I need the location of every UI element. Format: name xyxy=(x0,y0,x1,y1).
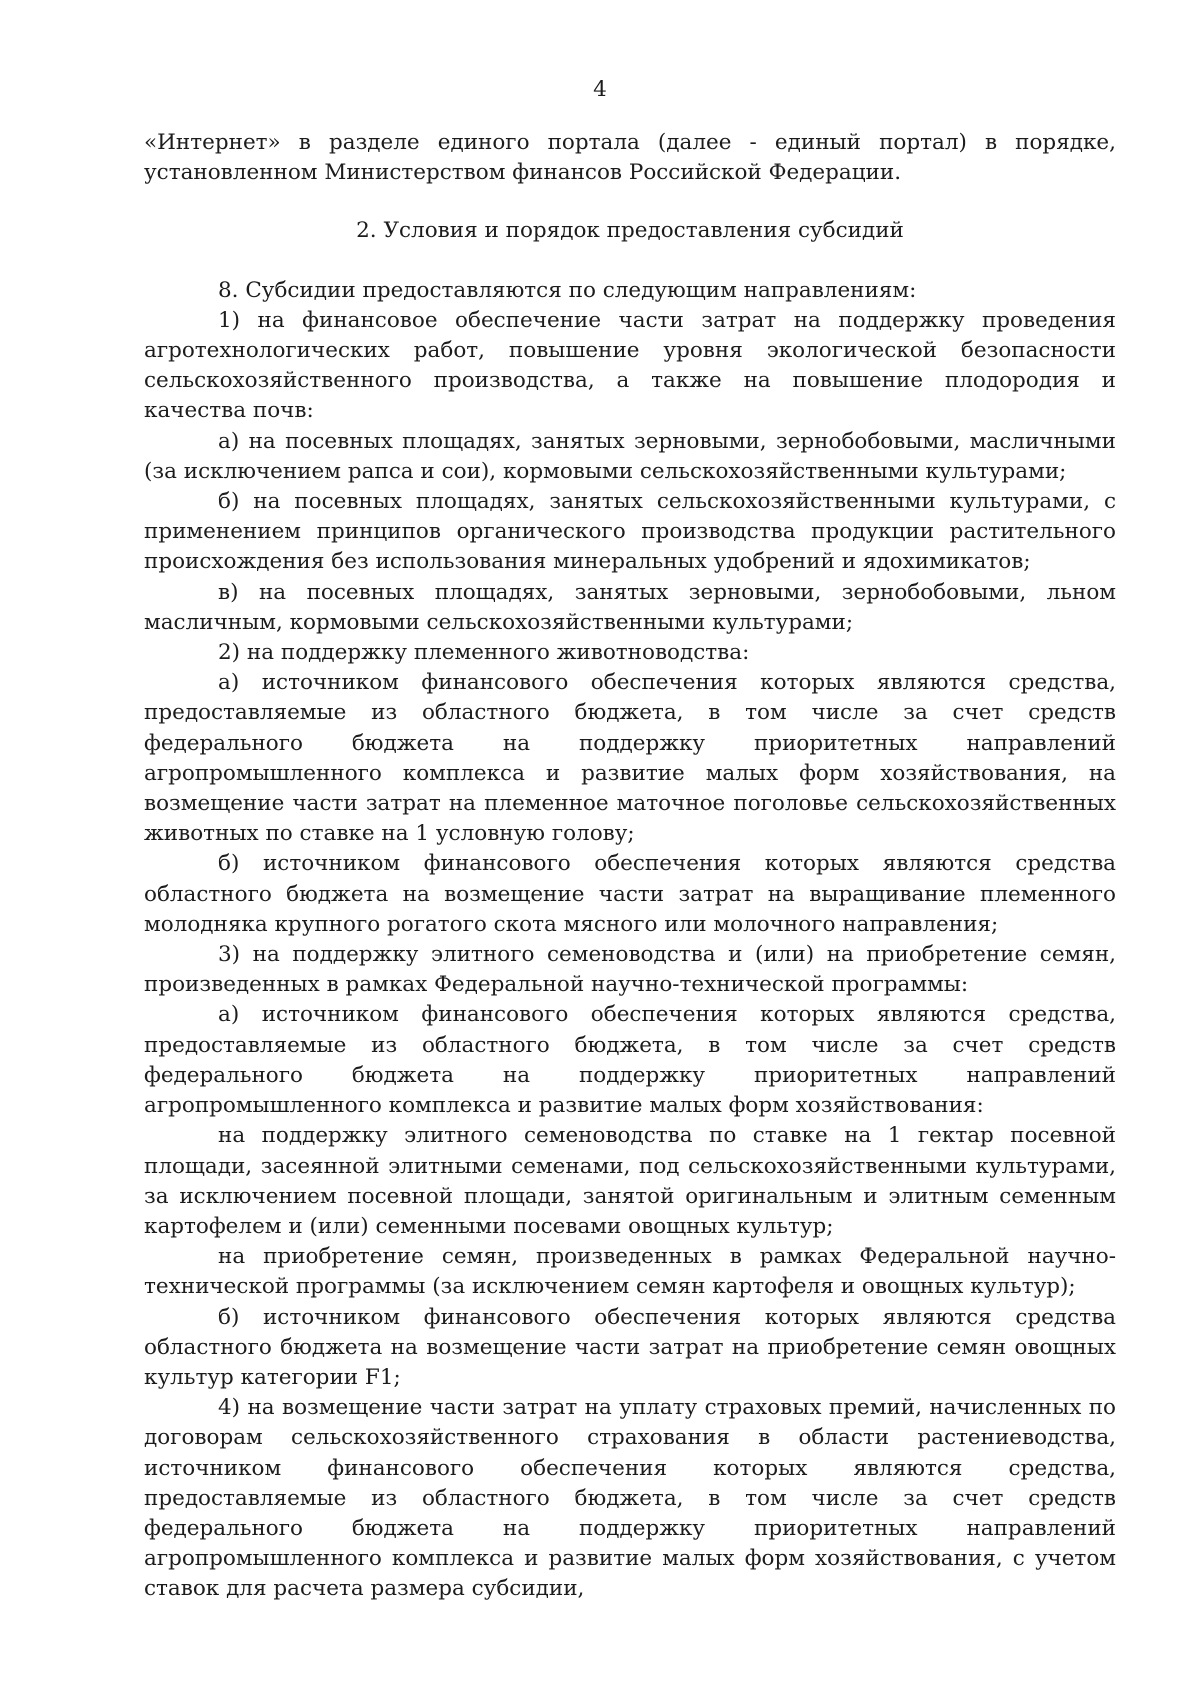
paragraph-8: 8. Субсидии предоставляются по следующим направлениям: xyxy=(218,277,917,303)
intro-paragraph: «Интернет» в разделе единого портала (далее - единый портал) в порядке, установленном Министерством финансов Российской Федерации. xyxy=(144,130,1116,186)
paragraph-item-1b: б) на посевных площадях, занятых сельскохозяйственными культурами, с применением принципов органического производства продукции растительного происхождения без использования минеральных удобрений и ядохимикатов; xyxy=(144,489,1116,575)
paragraph-item-3b: б) источником финансового обеспечения которых являются средства областного бюджета на возмещение части затрат на приобретение семян овощных культур категории F1; xyxy=(144,1304,1116,1390)
paragraph-item-2a: а) источником финансового обеспечения которых являются средства, предоставляемые из областного бюджета, в том числе за счет средств федерального бюджета на поддержку приоритетных направлений агропромышленного комплекса и развитие малых форм хозяйствования, на возмещение части затрат на племенное маточное поголовье сельскохозяйственных животных по ставке на 1 условную голову; xyxy=(144,670,1116,847)
paragraph-item-2: 2) на поддержку племенного животноводства: xyxy=(218,640,750,666)
document-body xyxy=(144,128,1116,1605)
section-heading: 2. Условия и порядок предоставления субсидий xyxy=(356,218,904,244)
paragraph-item-3a-seeds: на приобретение семян, произведенных в рамках Федеральной научно-технической программы (за исключением семян картофеля и овощных культур); xyxy=(144,1244,1116,1300)
paragraph-item-3a: а) источником финансового обеспечения которых являются средства, предоставляемые из областного бюджета, в том числе за счет средств федерального бюджета на поддержку приоритетных направлений агропромышленного комплекса и развитие малых форм хозяйствования: xyxy=(144,1002,1116,1119)
paragraph-item-1v: в) на посевных площадях, занятых зерновыми, зернобобовыми, льном масличным, кормовыми сельскохозяйственными культурами; xyxy=(144,579,1116,635)
paragraph-item-3a-elite: на поддержку элитного семеноводства по ставке на 1 гектар посевной площади, засеянной элитными семенами, под сельскохозяйственными культурами, за исключением посевной площади, занятой оригинальным и элитным семенным картофелем и (или) семенными посевами овощных культур; xyxy=(144,1123,1116,1239)
page-number: 4 xyxy=(593,77,607,102)
paragraph-item-1: 1) на финансовое обеспечение части затрат на поддержку проведения агротехнологических работ, повышение уровня экологической безопасности сельскохозяйственного производства, а также на повышение плодородия и качества почв: xyxy=(144,307,1116,424)
paragraph-item-3: 3) на поддержку элитного семеноводства и (или) на приобретение семян, произведенных в рамках Федеральной научно-технической программы: xyxy=(144,942,1116,998)
paragraph-item-2b: б) источником финансового обеспечения которых являются средства областного бюджета на возмещение части затрат на выращивание племенного молодняка крупного рогатого скота мясного или молочного направления; xyxy=(144,851,1116,937)
paragraph-item-4: 4) на возмещение части затрат на уплату страховых премий, начисленных по договорам сельскохозяйственного страхования в области растениеводства, источником финансового обеспечения которых являются средства, предоставляемые из областного бюджета, в том числе за счет средств федерального бюджета на поддержку приоритетных направлений агропромышленного комплекса и развитие малых форм хозяйствования, с учетом ставок для расчета размера субсидии, xyxy=(144,1395,1116,1602)
paragraph-item-1a: а) на посевных площадях, занятых зерновыми, зернобобовыми, масличными (за исключением рапса и сои), кормовыми сельскохозяйственными культурами; xyxy=(144,428,1116,484)
